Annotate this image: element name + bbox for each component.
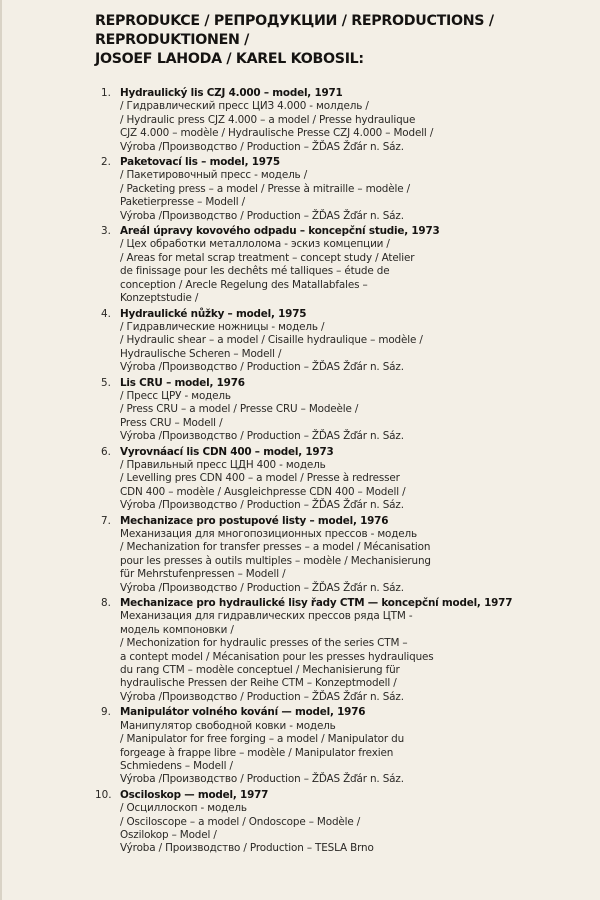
item-line: / Mechanization for transfer presses – a model / Mécanisation (120, 541, 431, 554)
item-number: 1. (101, 87, 111, 99)
item-number: 4. (101, 307, 111, 320)
item-line: / Osciloscope – a model / Ondoscope – Modèle / (120, 815, 361, 828)
item-number: 5. (101, 376, 111, 389)
list-item (101, 515, 521, 595)
item-title: Mechanizace pro postupové listy – model, 1976 (120, 514, 389, 527)
item-line: Механизация для многопозиционных прессов - модель (120, 528, 417, 540)
list-item (101, 446, 521, 513)
item-line: модель компоновки / (120, 623, 234, 636)
item-line: conception / Arecle Regelung des Matallabfales – (120, 278, 368, 291)
item-line: / Packeting press – a model / Presse à mitraille – modèle / (120, 182, 410, 195)
list-item (101, 377, 521, 444)
item-line: / Hydraulic press CJZ 4.000 – a model / Presse hydraulique (120, 113, 416, 126)
document-page (95, 12, 515, 855)
item-title: Mechanizace pro hydraulické lisy řady CTM — koncepční model, 1977 (120, 597, 513, 610)
item-line: Hydraulische Scheren – Modell / (120, 347, 282, 360)
item-line: Schmiedens – Modell / (120, 759, 233, 772)
item-line: de finissage pour les dechêts mé talliques – étude de (120, 265, 390, 278)
item-line: forgeage à frappe libre – modèle / Manipulator frexien (120, 746, 394, 759)
item-title: Paketovací lis – model, 1975 (120, 156, 280, 169)
item-line: Výroba /Производство / Production – ŽĎAS Žďár n. Sáz. (120, 690, 404, 703)
item-title: Manipulátor volného kování — model, 1976 (120, 706, 366, 719)
item-title: Osciloskop — model, 1977 (120, 788, 269, 801)
item-line: Výroba /Производство / Production – ŽĎAS Žďár n. Sáz. (120, 140, 404, 153)
heading-line: JOSOEF LAHODA / KAREL KOBOSIL: (95, 51, 364, 67)
item-line: / Правильный пресс ЦДН 400 - модель (120, 458, 326, 471)
item-line: / Manipulator for free forging – a model / Manipulator du (120, 733, 405, 746)
item-line: / Hydraulic shear – a model / Cisaille hydraulique – modèle / (120, 334, 423, 347)
item-line: für Mehrstufenpressen – Modell / (120, 568, 286, 581)
item-number: 6. (101, 445, 111, 458)
list-item (101, 706, 521, 786)
item-title: Areál úpravy kovového odpadu – koncepční studie, 1973 (120, 225, 440, 238)
item-number: 7. (101, 514, 111, 527)
item-line: a contept model / Mécanisation pour les presses hydrauliques (120, 650, 434, 663)
item-number: 2. (101, 156, 111, 169)
list-item (101, 156, 521, 223)
item-line: / Areas for metal scrap treatment – concept study / Atelier (120, 251, 415, 264)
item-line: Výroba /Производство / Production – ŽĎAS Žďár n. Sáz. (120, 499, 404, 512)
item-line: / Цех обработки металлолома - эскиз комцепции / (120, 238, 390, 251)
heading-line: REPRODUKTIONEN / (95, 32, 250, 48)
item-line: Paketierpresse – Modell / (120, 196, 246, 209)
item-line: Механизация для гидравлических прессов ряда ЦТМ - (120, 610, 413, 623)
item-line: Oszilokop – Model / (120, 828, 217, 841)
document-heading (95, 12, 515, 69)
item-line: / Пакетировочный пресс - модель / (120, 169, 308, 182)
item-line: / Осциллоскоп - модель (120, 802, 247, 815)
item-line: Konzeptstudie / (120, 292, 199, 305)
item-line: hydraulische Pressen der Reihe CTM – Konzeptmodell / (120, 677, 397, 690)
item-line: / Press CRU – a model / Presse CRU – Modeèle / (120, 403, 359, 416)
item-title: Hydraulický lis CZJ 4.000 – model, 1971 (120, 87, 343, 99)
item-line: Výroba /Производство / Production – ŽĎAS Žďár n. Sáz. (120, 430, 404, 443)
item-number: 3. (101, 225, 111, 238)
item-line: pour les presses à outils multiples – modèle / Mechanisierung (120, 554, 431, 567)
item-line: Výroba /Производство / Production – ŽĎAS Žďár n. Sáz. (120, 361, 404, 374)
item-line: du rang CTM – modèle conceptuel / Mechanisierung für (120, 664, 400, 677)
item-title: Lis CRU – model, 1976 (120, 376, 245, 389)
list-item (101, 308, 521, 375)
reproductions-list (95, 87, 521, 858)
item-line: Výroba / Производство / Production – TESLA Brno (120, 842, 374, 855)
list-item (101, 597, 521, 704)
item-title: Vyrovnáací lis CDN 400 – model, 1973 (120, 445, 334, 458)
item-line: Výroba /Производство / Production – ŽĎAS Žďár n. Sáz. (120, 581, 404, 594)
item-line: / Mechonization for hydraulic presses of the series CTM – (120, 637, 408, 650)
item-line: Press CRU – Modell / (120, 416, 223, 429)
item-number: 8. (101, 597, 111, 610)
item-number: 10. (95, 788, 112, 801)
item-line: CDN 400 – modèle / Ausgleichpresse CDN 400 – Modell / (120, 485, 406, 498)
item-line: Манипулятор свободной ковки - модель (120, 719, 336, 732)
item-line: CJZ 4.000 – modèle / Hydraulische Presse CZJ 4.000 – Modell / (120, 127, 434, 140)
list-item (101, 87, 521, 154)
item-line: / Levelling pres CDN 400 – a model / Presse à redresser (120, 472, 400, 485)
item-line: Výroba /Производство / Production – ŽĎAS Žďár n. Sáz. (120, 773, 404, 786)
item-line: / Пресс ЦРУ - модель (120, 389, 231, 402)
item-title: Hydraulické nůžky – model, 1975 (120, 307, 307, 320)
item-line: / Гидравлический пресс ЦИЗ 4.000 - молдель / (120, 100, 369, 113)
list-item (95, 788, 521, 856)
item-line: / Гидравлические ножницы - модель / (120, 320, 325, 333)
item-number: 9. (101, 706, 111, 719)
heading-line: REPRODUKCE / РЕПРОДУКЦИИ / REPRODUCTIONS / (95, 13, 494, 29)
list-item (101, 225, 521, 305)
item-line: Výroba /Производство / Production – ŽĎAS Žďár n. Sáz. (120, 209, 404, 222)
